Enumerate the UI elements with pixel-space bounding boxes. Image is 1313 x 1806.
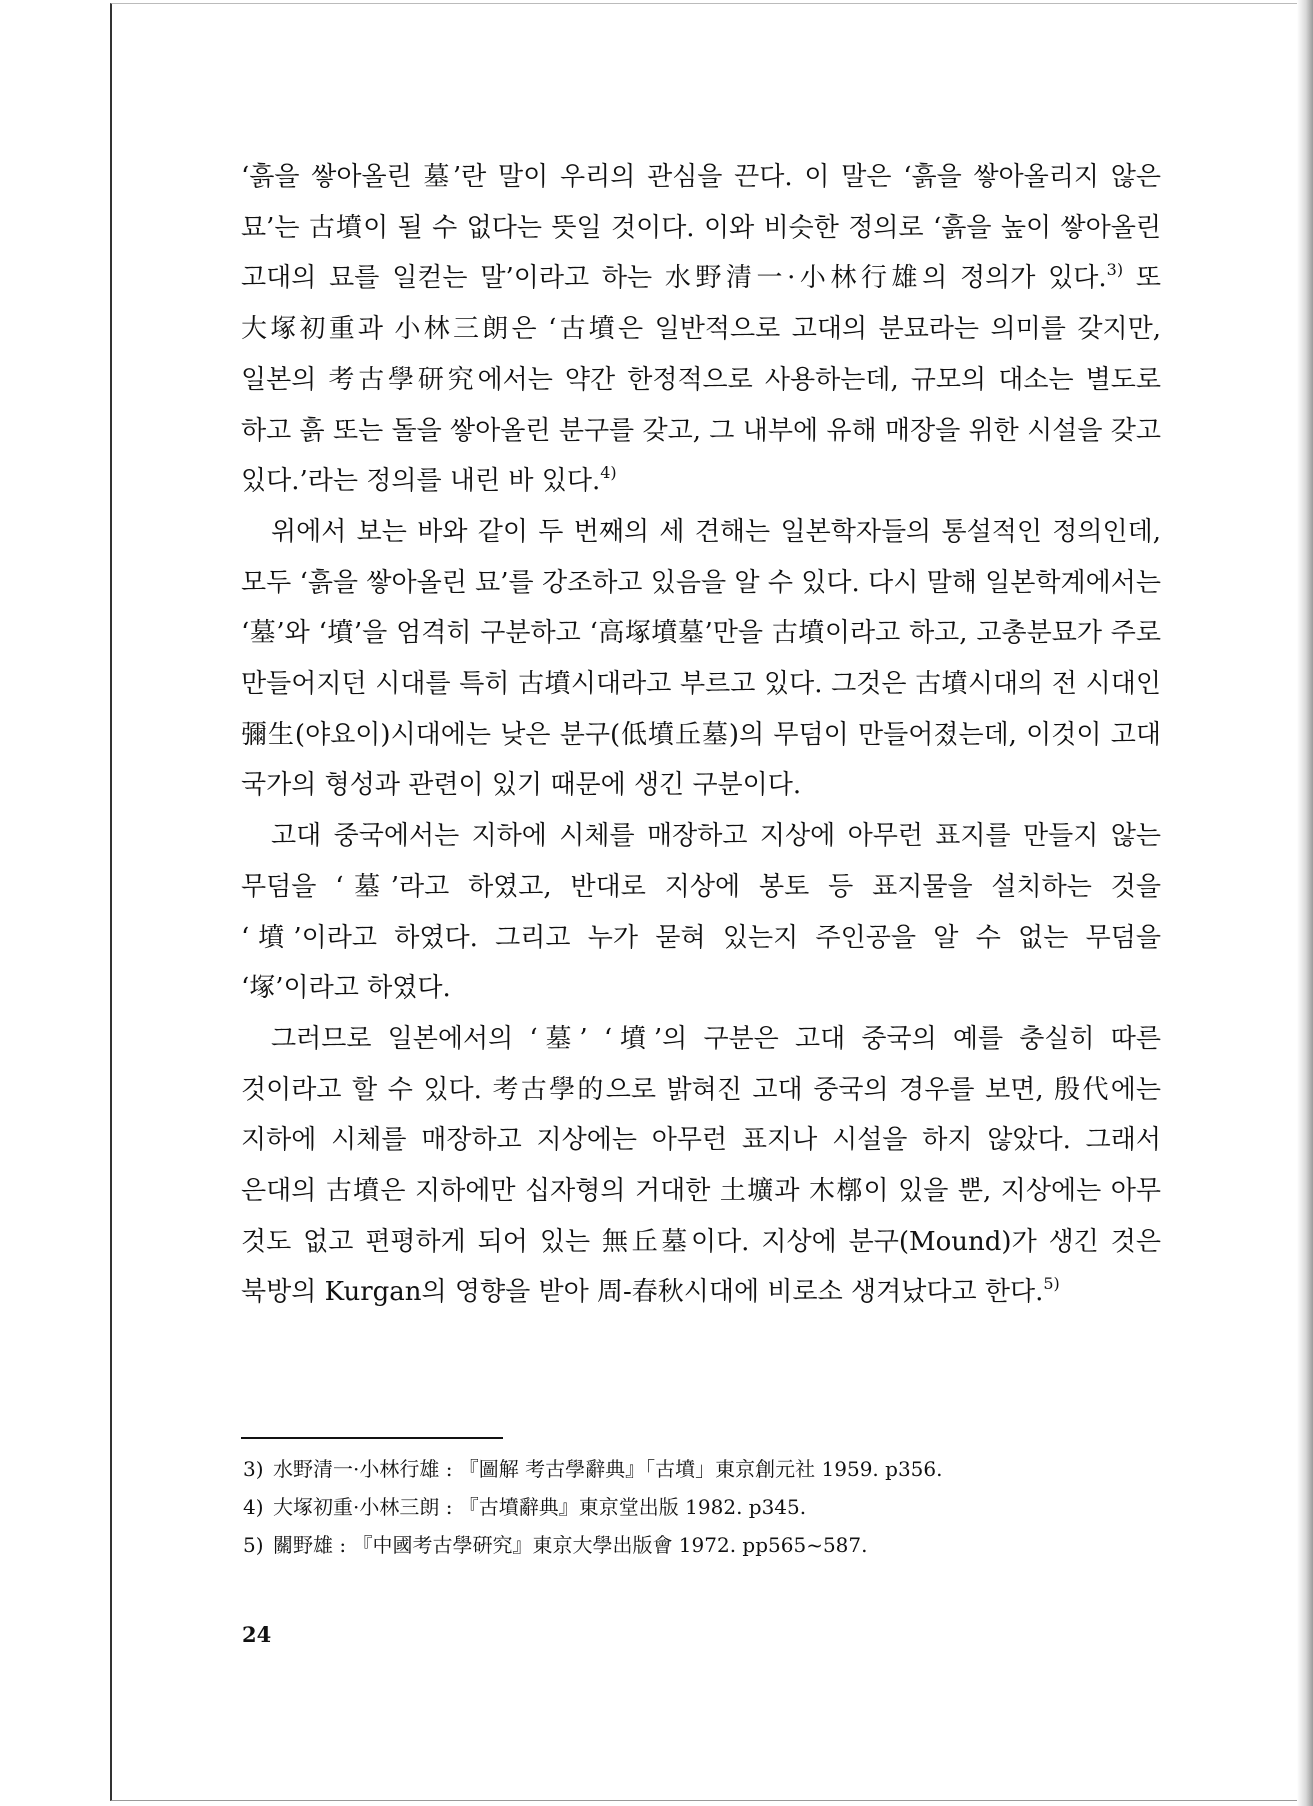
paragraph-4: [241, 1014, 1161, 1318]
footnote-5: [243, 1526, 1163, 1564]
paragraph-1-tail: 또 大塚初重과 小林三朗은 ‘古墳은 일반적으로 고대의 분묘라는 의미를 갖지만, 일본의 考古學研究에서는 약간 한정적으로 사용하는데, 규모의 대소는 별도로 하고 흙 또는 돌을 쌓아올린 분구를 갖고, 그 내부에 유해 매장을 위한 시설을 갖고 있다.’라는 정의를 내린 바 있다.: [241, 263, 1162, 497]
paragraph-2: [241, 507, 1161, 811]
footnote-divider: [241, 1437, 503, 1439]
paragraph-4-text: 그러므로 일본에서의 ‘墓’ ‘墳’의 구분은 고대 중국의 예를 충실히 따른 것이라고 할 수 있다. 考古學的으로 밝혀진 고대 중국의 경우를 보면, 殷代에는 지하에 시체를 매장하고 지상에는 아무런 표지나 시설을 하지 않았다. 그래서 은대의 古墳은 지하에만 십자형의 거대한 土壙과 木槨이 있을 뿐, 지상에는 아무 것도 없고 편평하게 되어 있는 無丘墓이다. 지상에 분구(Mound)가 생긴 것은 북방의 Kurgan의 영향을 받아 周-春秋시대에 비로소 생겨났다고 한다.: [241, 1023, 1161, 1308]
footnote-4: [243, 1488, 1163, 1526]
footnote-ref-3[interactable]: 3): [1106, 260, 1124, 280]
footnote-ref-4[interactable]: 4): [600, 463, 617, 483]
paragraph-1: [241, 152, 1161, 507]
page-number: 24: [242, 1622, 272, 1647]
footnotes: [243, 1450, 1163, 1564]
footnote-text: 大塚初重·小林三朗 : 『古墳辭典』東京堂出版 1982. p345.: [273, 1495, 807, 1519]
footnote-number: 3): [243, 1457, 264, 1481]
paragraph-1-text: ‘흙을 쌓아올린 墓’란 말이 우리의 관심을 끈다. 이 말은 ‘흙을 쌓아올리지 않은 묘’는 古墳이 될 수 없다는 뜻일 것이다. 이와 비슷한 정의로 ‘흙을 높이 쌓아올린 고대의 묘를 일컫는 말’이라고 하는 水野清一·小林行雄의 정의가 있다.: [241, 162, 1161, 294]
footnote-3: [243, 1450, 1163, 1488]
paragraph-3: [241, 811, 1161, 1014]
footnote-text: 關野雄 : 『中國考古學硏究』東京大學出版會 1972. pp565~587.: [273, 1533, 868, 1557]
page-edge-shadow: [1297, 0, 1313, 1806]
footnote-text: 水野清一·小林行雄 : 『圖解 考古學辭典』「古墳」東京創元社 1959. p356.: [273, 1457, 943, 1481]
footnote-number: 4): [243, 1495, 264, 1519]
main-text: [241, 152, 1161, 1318]
paragraph-3-text: 고대 중국에서는 지하에 시체를 매장하고 지상에 아무런 표지를 만들지 않는 무덤을 ‘墓’라고 하였고, 반대로 지상에 봉토 등 표지물을 설치하는 것을 ‘墳’이라고 하였다. 그리고 누가 묻혀 있는지 주인공을 알 수 없는 무덤을 ‘塚’이라고 하였다.: [241, 821, 1161, 1004]
footnote-number: 5): [243, 1533, 264, 1557]
footnote-ref-5[interactable]: 5): [1043, 1274, 1060, 1294]
paragraph-2-text: 위에서 보는 바와 같이 두 번째의 세 견해는 일본학자들의 통설적인 정의인데, 모두 ‘흙을 쌓아올린 묘’를 강조하고 있음을 알 수 있다. 다시 말해 일본학계에서는 ‘墓’와 ‘墳’을 엄격히 구분하고 ‘高塚墳墓’만을 古墳이라고 하고, 고총분묘가 주로 만들어지던 시대를 특히 古墳시대라고 부르고 있다. 그것은 古墳시대의 전 시대인 彌生(야요이)시대에는 낮은 분구(低墳丘墓)의 무덤이 만들어졌는데, 이것이 고대 국가의 형성과 관련이 있기 때문에 생긴 구분이다.: [241, 516, 1161, 801]
